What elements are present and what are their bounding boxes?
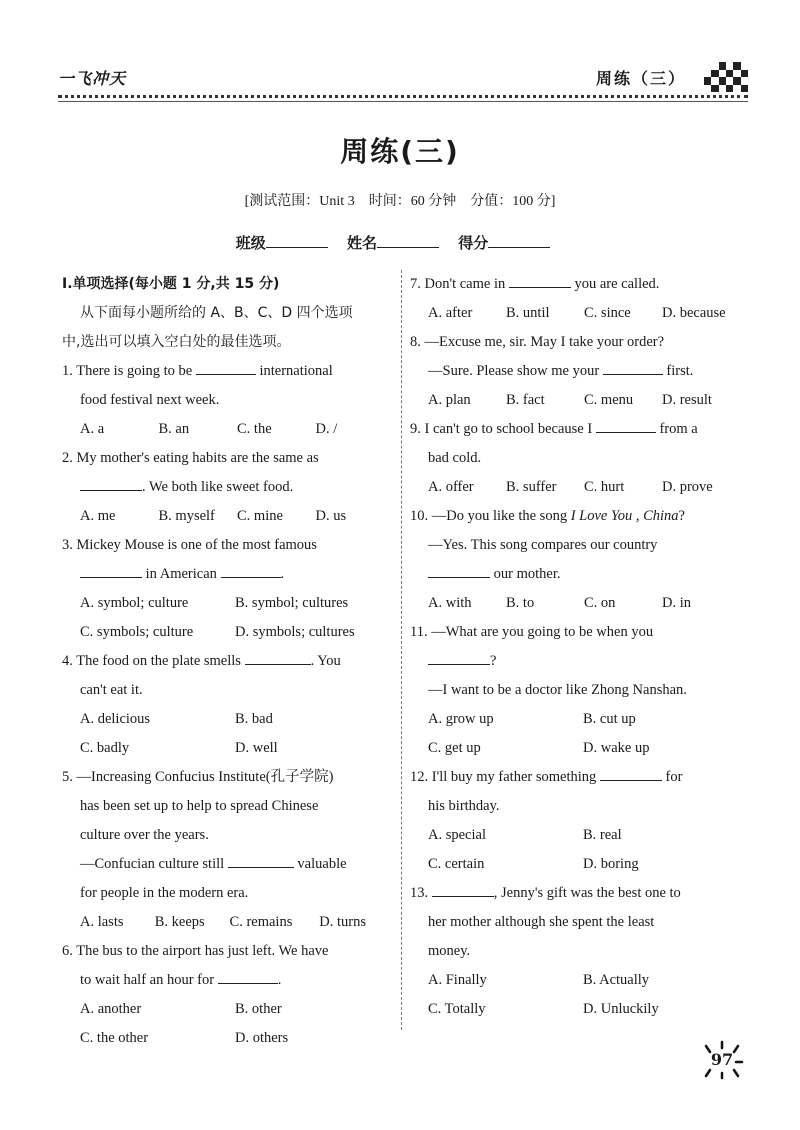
header-week-label: 周练（三） (595, 69, 686, 88)
page-header (58, 62, 748, 98)
checker-cell (711, 70, 718, 78)
question-11-cont-2: —I want to be a doctor like Zhong Nanshan. (428, 682, 687, 698)
checker-cell (733, 62, 740, 70)
checker-cell (741, 85, 748, 93)
question-8: 8. —Excuse me, sir. May I take your order? (410, 334, 665, 350)
option[interactable]: B. until (506, 305, 550, 321)
section-title: Ⅰ.单项选择(每小题 1 分,共 15 分) (62, 276, 280, 292)
question-6-cont: to wait half an hour for . (80, 972, 282, 988)
question-7: 7. Don't came in you are called. (410, 276, 660, 292)
option[interactable]: D. / (315, 421, 338, 437)
option[interactable]: B. other (235, 1001, 282, 1017)
option[interactable]: D. us (315, 508, 347, 524)
class-field[interactable] (266, 233, 328, 248)
checker-cell (711, 62, 718, 70)
option[interactable]: C. symbols; culture (80, 624, 194, 640)
question-1: 1. There is going to be international (62, 363, 333, 379)
answer-blank[interactable] (596, 420, 656, 433)
option[interactable]: B. bad (235, 711, 273, 727)
option[interactable]: C. Totally (428, 1001, 486, 1017)
option[interactable]: D. wake up (583, 740, 650, 756)
question-13-cont-2: money. (428, 943, 471, 959)
question-4-options-1 (62, 705, 394, 734)
checker-cell (711, 77, 718, 85)
score-label: 得分 (458, 234, 489, 252)
answer-blank[interactable] (600, 768, 662, 781)
question-1-cont: food festival next week. (80, 392, 220, 408)
question-6: 6. The bus to the airport has just left. We have (62, 943, 329, 959)
option[interactable]: A. me (80, 508, 116, 524)
checker-cell (726, 77, 733, 85)
option[interactable]: B. fact (506, 392, 545, 408)
option[interactable]: C. the (237, 421, 272, 437)
option[interactable]: C. certain (428, 856, 485, 872)
page-number-text: 97 (710, 1050, 734, 1069)
option[interactable]: A. with (428, 595, 472, 611)
question-12: 12. I'll buy my father something for (410, 769, 683, 785)
option[interactable]: A. another (80, 1001, 142, 1017)
option[interactable]: B. suffer (506, 479, 557, 495)
option[interactable]: C. menu (584, 392, 634, 408)
question-12-options-2 (410, 850, 740, 879)
option[interactable]: B. Actually (583, 972, 650, 988)
question-3: 3. Mickey Mouse is one of the most famous (62, 537, 317, 553)
option[interactable]: A. a (80, 421, 105, 437)
checker-cell (704, 70, 711, 78)
checker-cell (726, 85, 733, 93)
answer-blank[interactable] (80, 478, 142, 491)
question-9-options (410, 473, 740, 502)
answer-blank[interactable] (509, 275, 571, 288)
question-6-options-1 (62, 995, 394, 1024)
question-13-options-1 (410, 966, 740, 995)
question-12-options-1 (410, 821, 740, 850)
answer-blank[interactable] (245, 652, 311, 665)
question-4: 4. The food on the plate smells . You (62, 653, 341, 669)
question-6-options-2 (62, 1024, 394, 1053)
answer-blank[interactable] (221, 565, 281, 578)
option[interactable]: A. plan (428, 392, 471, 408)
option[interactable]: C. the other (80, 1030, 149, 1046)
answer-blank[interactable] (428, 652, 490, 665)
option[interactable]: C. since (584, 305, 631, 321)
question-8-cont: —Sure. Please show me your first. (428, 363, 694, 379)
option[interactable]: D. turns (319, 914, 366, 930)
question-5-cont-1: has been set up to help to spread Chinese (80, 798, 319, 814)
question-4-cont: can't eat it. (80, 682, 143, 698)
student-info (0, 232, 800, 253)
checker-cell (719, 62, 726, 70)
question-5-cont-2: culture over the years. (80, 827, 209, 843)
question-13: 13. , Jenny's gift was the best one to (410, 885, 681, 901)
question-3-options-1 (62, 589, 394, 618)
checker-cell (704, 85, 711, 93)
checker-cell (719, 77, 726, 85)
option[interactable]: B. myself (158, 508, 215, 524)
answer-blank[interactable] (196, 362, 256, 375)
option[interactable]: D. symbols; cultures (235, 624, 355, 640)
name-label: 姓名 (346, 234, 377, 252)
option[interactable]: A. Finally (428, 972, 487, 988)
column-divider (401, 270, 402, 1030)
header-dotted-rule (58, 95, 748, 98)
question-2: 2. My mother's eating habits are the same as (62, 450, 319, 466)
answer-blank[interactable] (603, 362, 663, 375)
question-13-options-2 (410, 995, 740, 1024)
question-12-cont: his birthday. (428, 798, 500, 814)
option[interactable]: C. badly (80, 740, 130, 756)
answer-blank[interactable] (80, 565, 142, 578)
option[interactable]: A. offer (428, 479, 474, 495)
left-column (62, 270, 394, 1053)
option[interactable]: D. result (662, 392, 712, 408)
test-range: [测试范围：Unit 3 时间：60 分钟 分值：100 分] (244, 194, 556, 209)
question-11-options-2 (410, 734, 740, 763)
checker-cell (719, 70, 726, 78)
option[interactable]: D. in (662, 595, 691, 611)
header-rule (58, 101, 748, 102)
option[interactable]: A. delicious (80, 711, 151, 727)
question-3-cont: in American . (62, 560, 394, 589)
question-5-options (62, 908, 394, 937)
question-11-options-1 (410, 705, 740, 734)
question-2-options (62, 502, 394, 531)
question-9: 9. I can't go to school because I from a (410, 421, 698, 437)
instruction-line-2: 中,选出可以填入空白处的最佳选项。 (62, 334, 291, 350)
right-column (410, 270, 740, 1024)
question-5-cont-4: for people in the modern era. (80, 885, 249, 901)
brand-logo: 一飞冲天 (58, 69, 127, 88)
question-10-options (410, 589, 740, 618)
option[interactable]: A. after (428, 305, 473, 321)
question-13-cont-1: her mother although she spent the least (428, 914, 655, 930)
question-11-cont-1: ? (410, 647, 740, 676)
question-2-cont: . We both like sweet food. (62, 473, 394, 502)
checker-cell (741, 70, 748, 78)
question-7-options (410, 299, 740, 328)
option[interactable]: A. lasts (80, 914, 124, 930)
question-3-options-2 (62, 618, 394, 647)
option[interactable]: A. grow up (428, 711, 494, 727)
option[interactable]: B. cut up (583, 711, 636, 727)
option[interactable]: C. remains (229, 914, 293, 930)
question-9-cont: bad cold. (428, 450, 482, 466)
checker-cell (726, 62, 733, 70)
option[interactable]: D. others (235, 1030, 289, 1046)
page-title: 周练(三) (340, 135, 460, 168)
option[interactable]: C. get up (428, 740, 481, 756)
option[interactable]: C. on (584, 595, 616, 611)
checker-cell (711, 85, 718, 93)
instruction-line-1: 从下面每小题所给的 A、B、C、D 四个选项 (80, 305, 353, 321)
question-5-cont-3: —Confucian culture still valuable (80, 856, 347, 872)
checker-cell (704, 62, 711, 70)
option[interactable]: B. real (583, 827, 622, 843)
answer-blank[interactable] (432, 884, 494, 897)
option[interactable]: B. to (506, 595, 535, 611)
question-10-cont-1: —Yes. This song compares our country (428, 537, 658, 553)
option[interactable]: D. boring (583, 856, 639, 872)
checker-cell (733, 77, 740, 85)
option[interactable]: B. an (158, 421, 190, 437)
checker-cell (726, 70, 733, 78)
checker-cell (719, 85, 726, 93)
class-label: 班级 (235, 234, 266, 252)
checker-cell (741, 62, 748, 70)
checker-cell (704, 77, 711, 85)
option[interactable]: B. keeps (154, 914, 205, 930)
option[interactable]: A. symbol; culture (80, 595, 189, 611)
question-11: 11. —What are you going to be when you (410, 624, 654, 640)
score-field[interactable] (488, 233, 550, 248)
checker-cell (733, 85, 740, 93)
option[interactable]: C. mine (237, 508, 283, 524)
checker-cell (741, 77, 748, 85)
question-8-options (410, 386, 740, 415)
answer-blank[interactable] (428, 565, 490, 578)
option[interactable]: C. hurt (584, 479, 625, 495)
question-10-cont-2: our mother. (410, 560, 740, 589)
option[interactable]: D. well (235, 740, 278, 756)
answer-blank[interactable] (228, 855, 294, 868)
page-number (698, 1040, 746, 1080)
option[interactable]: D. prove (662, 479, 713, 495)
checker-pattern-icon (704, 62, 748, 92)
option[interactable]: B. symbol; cultures (235, 595, 349, 611)
question-10: 10. —Do you like the song I Love You , China? (410, 508, 685, 524)
checker-cell (733, 70, 740, 78)
option[interactable]: A. special (428, 827, 486, 843)
question-4-options-2 (62, 734, 394, 763)
option[interactable]: D. because (662, 305, 726, 321)
option[interactable]: D. Unluckily (583, 1001, 659, 1017)
answer-blank[interactable] (218, 971, 278, 984)
name-field[interactable] (377, 233, 439, 248)
question-5: 5. —Increasing Confucius Institute(孔子学院) (62, 769, 334, 785)
question-1-options (62, 415, 394, 444)
